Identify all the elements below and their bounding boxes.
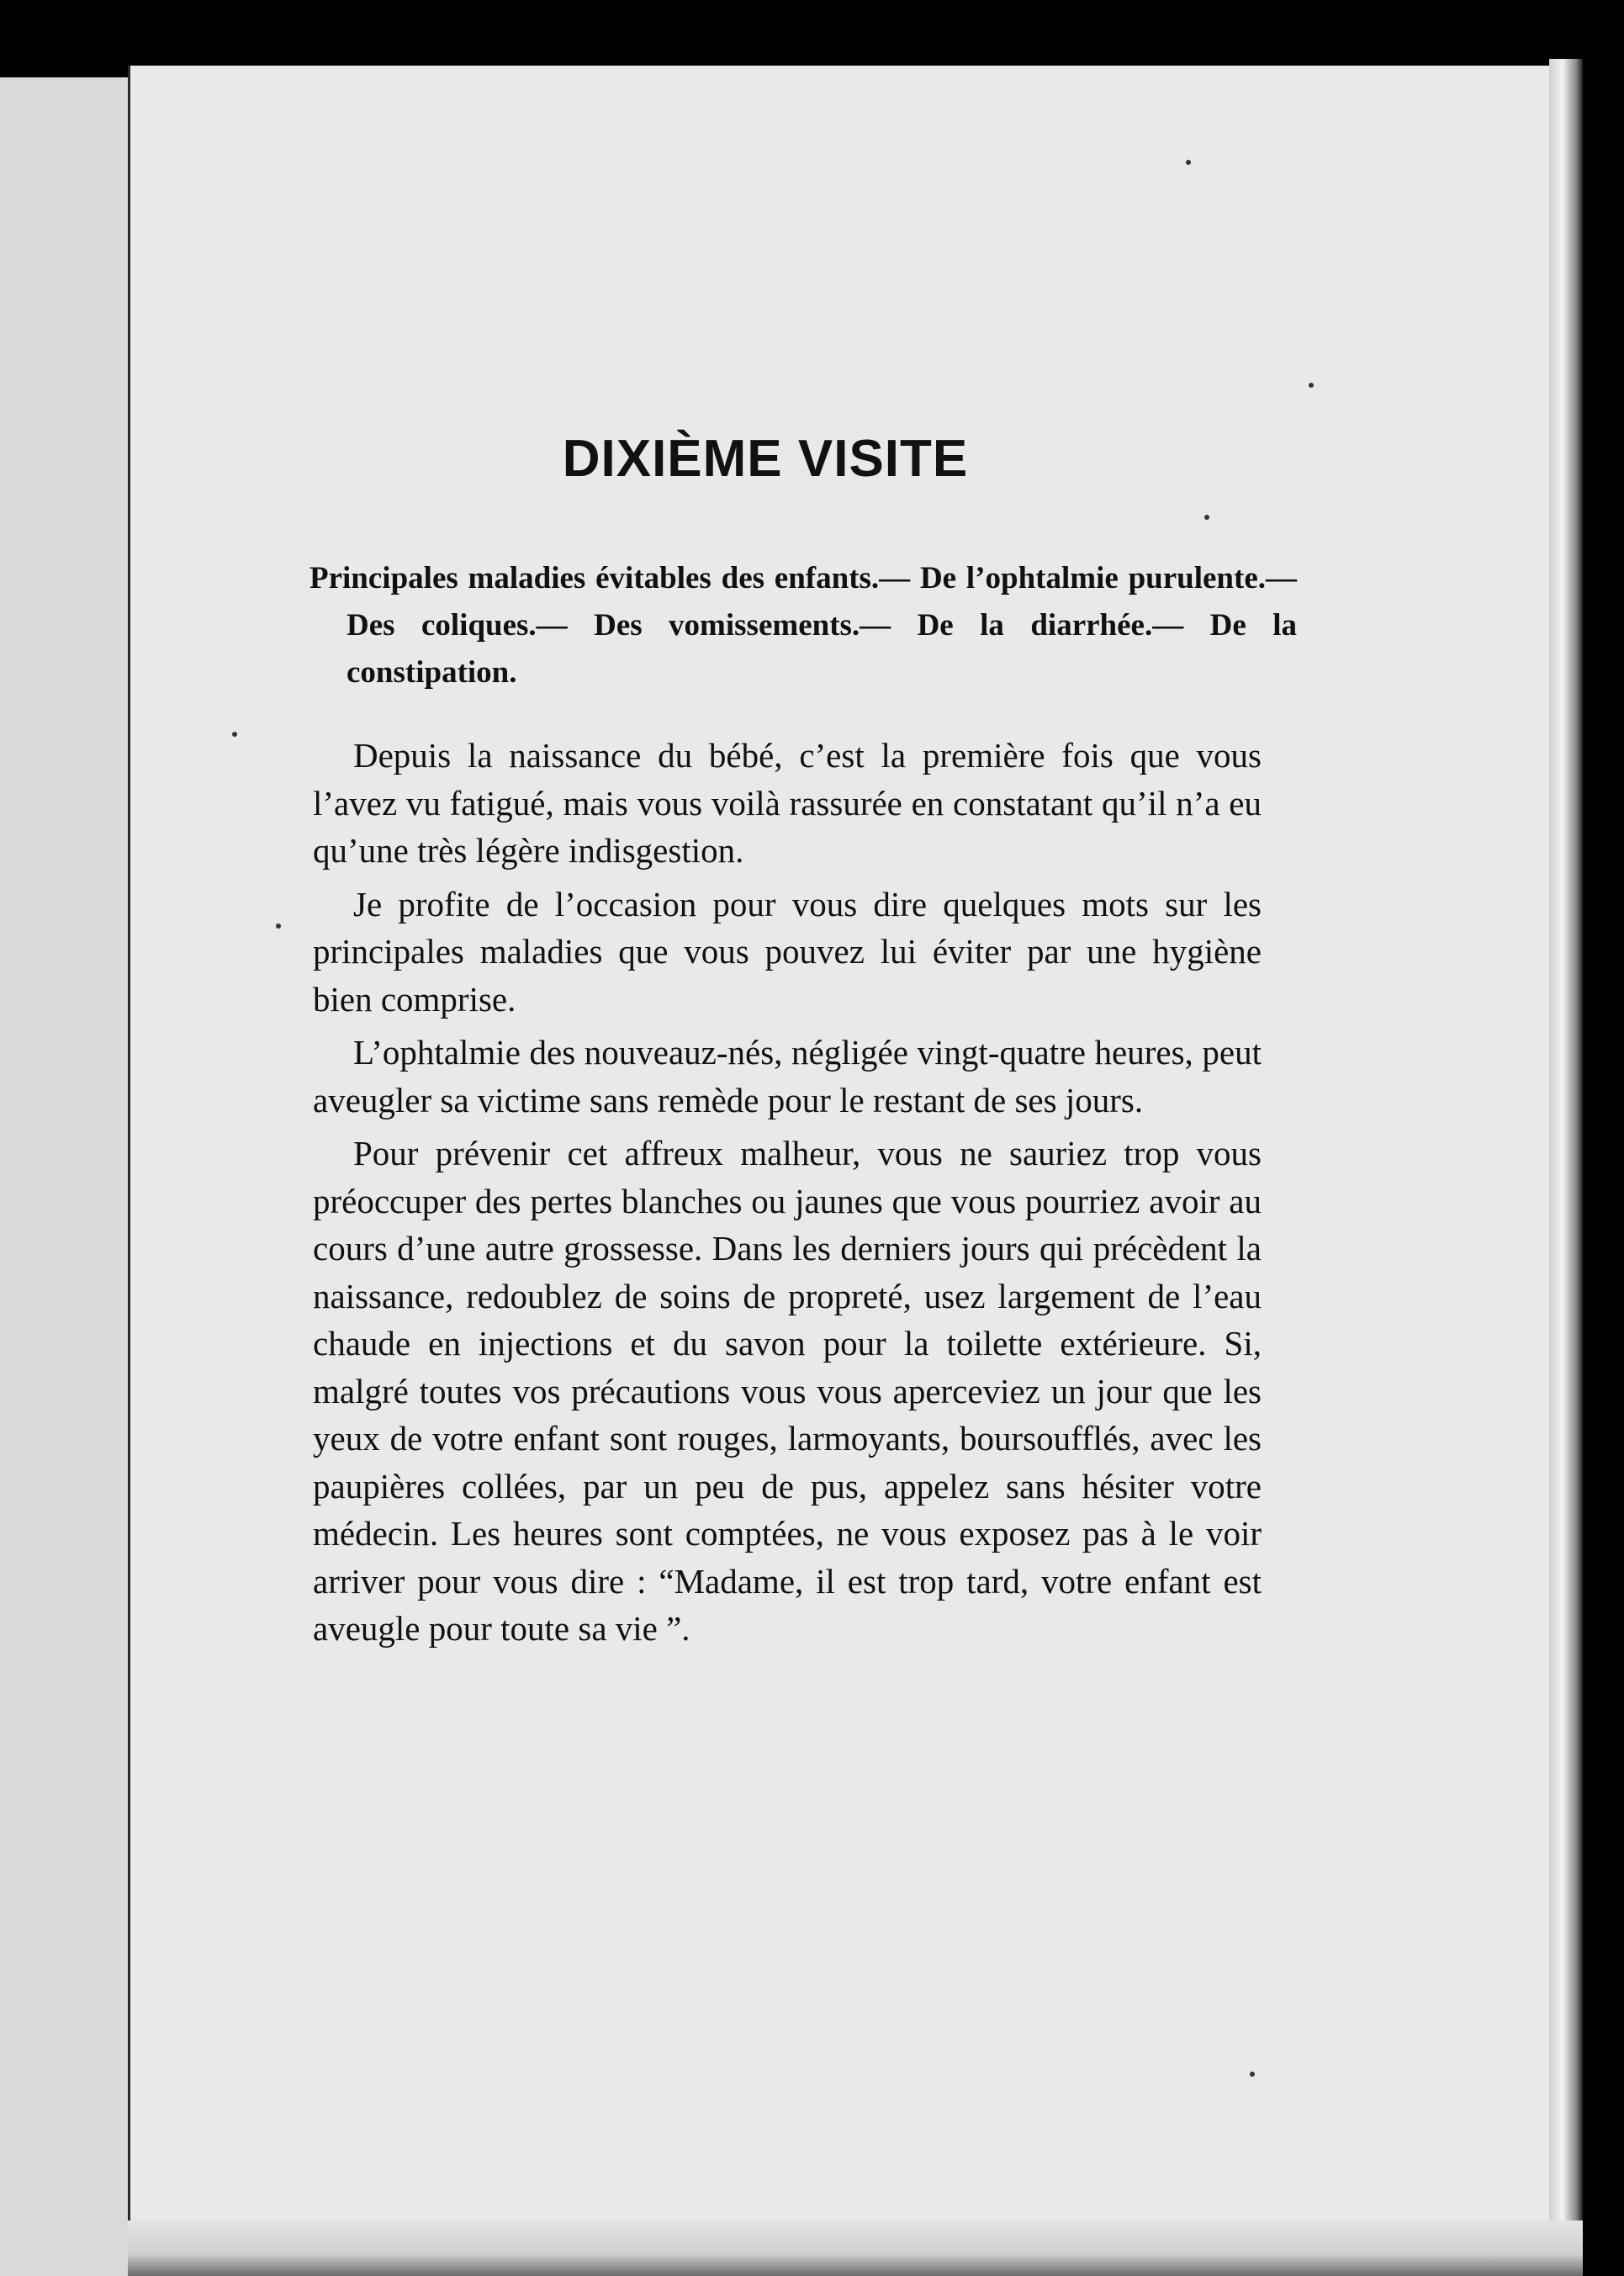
paper-speck: [1186, 160, 1191, 165]
right-page-edge: [1549, 59, 1583, 2276]
paragraph: Je profite de l’occasion pour vous dire quelques mots sur les principales maladies que vous pouvez lui éviter par une hygiène bien comprise.: [313, 884, 1262, 1019]
paper-speck: [1250, 2072, 1255, 2077]
chapter-title: DIXIÈME VISITE: [562, 430, 969, 488]
bottom-page-edge: [128, 2220, 1583, 2276]
paper-speck: [232, 732, 237, 737]
paragraph: L’ophtalmie des nouveauz-nés, négligée vingt-quatre heures, peut aveugler sa victime sans remède pour le restant de ses jours.: [313, 1033, 1262, 1119]
paper-speck: [1309, 383, 1314, 388]
paper-speck: [276, 924, 281, 929]
body-text: [313, 732, 1262, 1659]
paragraph: Depuis la naissance du bébé, c’est la première fois que vous l’avez vu fatigué, mais vous voilà rassurée en constatant qu’il n’a eu qu’une très légère indisgestion.: [313, 736, 1262, 870]
paragraph: Pour prévenir cet affreux malheur, vous ne sauriez trop vous préoccuper des pertes blanches ou jaunes que vous pourriez avoir au cours d’une autre grossesse. Dans les derniers jours qui précèdent la naissance, redoublez de soins de propreté, usez largement de l’eau chaude en injections et du savon pour la toilette extérieure. Si, malgré toutes vos précautions vous vous aperceviez un jour que les yeux de votre enfant sont rouges, larmoyants, boursoufflés, avec les paupières collées, par un peu de pus, appelez sans hésiter votre médecin. Les heures sont comptées, ne vous exposez pas à le voir arriver pour vous dire : “Madame, il est trop tard, votre enfant est aveugle pour toute sa vie ”.: [313, 1134, 1262, 1648]
chapter-summary: Principales maladies évitables des enfants.— De l’ophtalmie purulente.— Des coliques.— Des vomissements.— De la diarrhée.— De la constipation.: [309, 561, 1297, 690]
paper-speck: [1204, 515, 1209, 520]
left-page-edge: [0, 77, 131, 2276]
